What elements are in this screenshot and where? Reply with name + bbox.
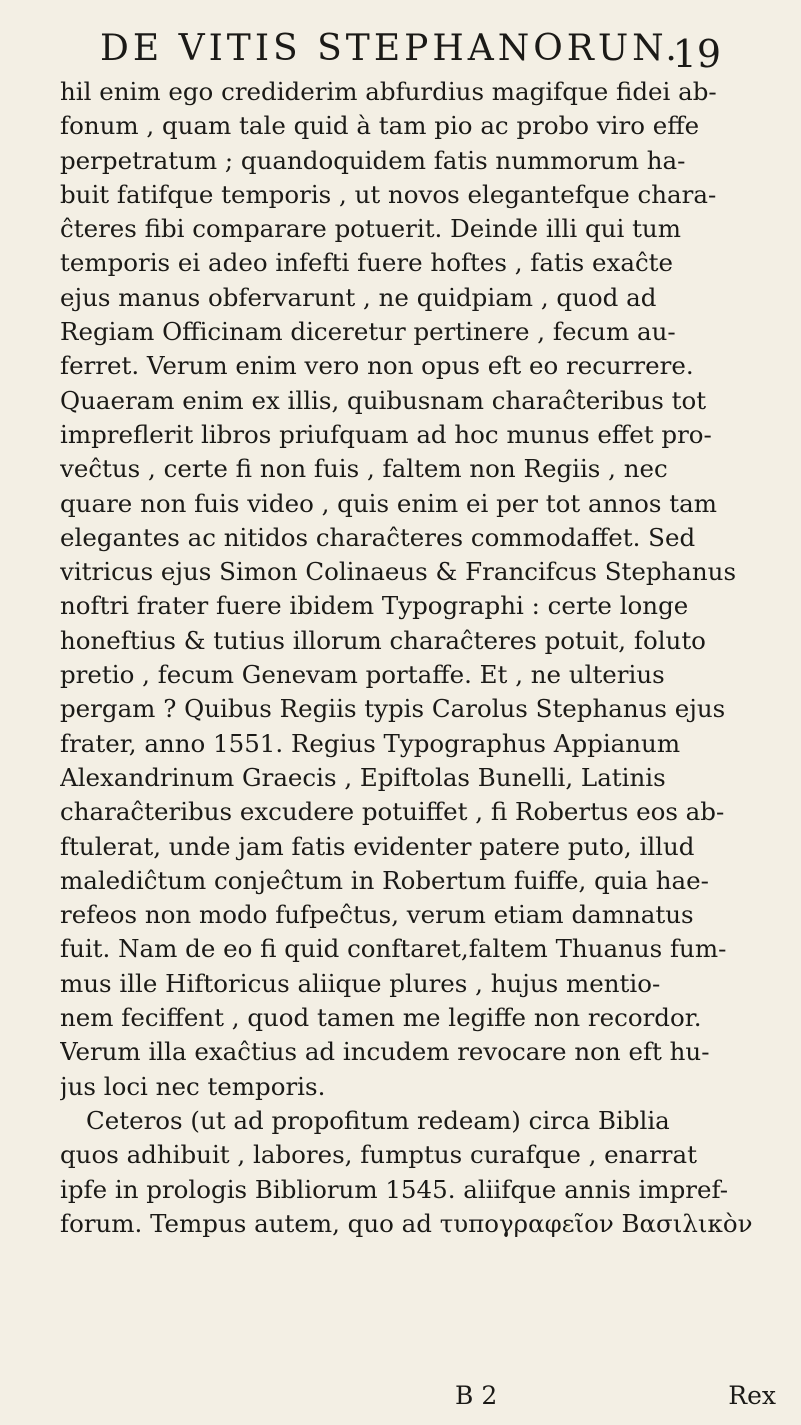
text-line: quare non fuis video , quis enim ei per tot annos tam: [60, 488, 717, 518]
page-number: 19: [672, 32, 721, 76]
text-line: ejus manus obfervarunt , ne quidpiam , quod ad: [60, 282, 657, 312]
text-line: elegantes ac nitidos charaĉteres commodaffet. Sed: [60, 522, 696, 552]
text-line: hil enim ego crediderim abfurdius magifque fidei ab-: [60, 77, 717, 106]
text-line: veĉtus , certe fi non fuis , faltem non Regiis , nec: [60, 454, 668, 484]
text-line: malediĉtum conjeĉtum in Robertum fuiffe, quia hae-: [60, 865, 709, 895]
text-line: impreflerit libros priufquam ad hoc munus effet pro-: [60, 419, 712, 449]
text-line: ftulerat, unde jam fatis evidenter patere puto, illud: [60, 831, 695, 861]
running-head: DE VITIS STEPHANORUN.: [100, 28, 681, 69]
paragraph-start-line: Ceteros (ut ad propofitum redeam) circa Biblia: [86, 1105, 670, 1135]
text-line: fonum , quam tale quid à tam pio ac probo viro effe: [60, 111, 700, 141]
text-line: pretio , fecum Genevam portaffe. Et , ne ulterius: [60, 660, 665, 690]
text-line: forum. Tempus autem, quo ad τυπογραφεῖον Βασιλικὸν: [60, 1208, 753, 1238]
text-line: vitricus ejus Simon Colinaeus & Francifcus Stephanus: [60, 557, 737, 587]
text-line: Quaeram enim ex illis, quibusnam charaĉteribus tot: [60, 385, 707, 415]
text-line: quos adhibuit , labores, fumptus curafque , enarrat: [60, 1140, 697, 1170]
text-line: temporis ei adeo infefti fuere hoftes , fatis exaĉte: [60, 248, 674, 278]
text-line: frater, anno 1551. Regius Typographus Appianum: [60, 728, 681, 758]
text-line: ferret. Verum enim vero non opus eft eo recurrere.: [60, 351, 694, 381]
signature-mark: B 2: [455, 1381, 498, 1410]
page-header: [100, 20, 721, 76]
page-footer: [60, 1381, 776, 1415]
text-line: jus loci nec temporis.: [60, 1071, 326, 1101]
catchword: Rex: [728, 1381, 776, 1410]
text-line: Alexandrinum Graecis , Epiftolas Bunelli, Latinis: [60, 762, 666, 792]
text-line: buit fatifque temporis , ut novos elegantefque chara-: [60, 179, 717, 209]
text-line: perpetratum ; quandoquidem fatis nummorum ha-: [60, 145, 686, 175]
text-line: ipfe in prologis Bibliorum 1545. aliifque annis impref-: [60, 1174, 728, 1204]
text-line: charaĉteribus excudere potuiffet , fi Robertus eos ab-: [60, 797, 725, 827]
text-line: nem feciffent , quod tamen me legiffe non recordor.: [60, 1003, 702, 1033]
text-line: Regiam Officinam diceretur pertinere , fecum au-: [60, 317, 676, 347]
text-line: noftri frater fuere ibidem Typographi : certe longe: [60, 591, 689, 621]
text-line: ĉteres fibi comparare potuerit. Deinde illi qui tum: [60, 214, 681, 244]
text-line: fuit. Nam de eo fi quid conftaret,faltem Thuanus fum-: [60, 934, 727, 964]
text-line: Verum illa exaĉtius ad incudem revocare non eft hu-: [60, 1037, 710, 1067]
main-text: [60, 75, 776, 1241]
text-line: mus ille Hiftoricus aliique plures , hujus mentio-: [60, 968, 661, 998]
text-line: honeftius & tutius illorum charaĉteres potuit, foluto: [60, 625, 706, 655]
text-line: pergam ? Quibus Regiis typis Carolus Stephanus ejus: [60, 694, 726, 724]
text-line: refeos non modo fufpeĉtus, verum etiam damnatus: [60, 900, 694, 930]
